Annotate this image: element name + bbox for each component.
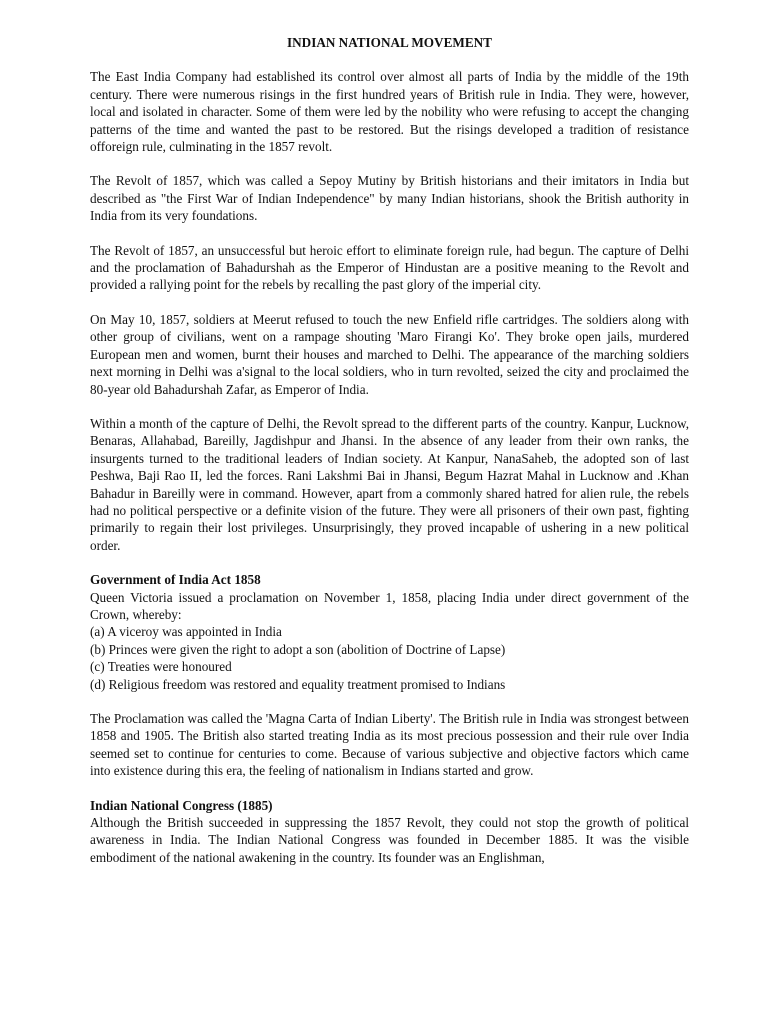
paragraph-east-india-company: The East India Company had established its control over almost all parts of India by the middle of the 19th century. There were numerous risings in the first hundred years of British rule in India. They were, however, local and isolated in character. Some of them were led by the nobility who were refusing to accept the changing patterns of the time and wanted the past to be restored. But the risings developed a tradition of resistance offoreign rule, culminating in the 1857 revolt. [90,69,689,155]
list-item: (c) Treaties were honoured [90,659,232,675]
paragraph-revolt-1857-intro: The Revolt of 1857, which was called a Sepoy Mutiny by British historians and their imitators in India but described as "the First War of Indian Independence" by many Indian historians, shook the British authority in India from its very foundations. [90,173,689,224]
section-intro-act-1858: Queen Victoria issued a proclamation on November 1, 1858, placing India under direct government of the Crown, whereby: [90,589,689,622]
paragraph-revolt-spread: Within a month of the capture of Delhi, the Revolt spread to the different parts of the country. Kanpur, Lucknow, Benaras, Allahabad, Bareilly, Jagdishpur and Jhansi. In the absence of any leader from their own ranks, the insurgents turned to the traditional leaders of Indian society. At Kanpur, NanaSaheb, the adopted son of last Peshwa, Baji Rao II, led the forces. Rani Lakshmi Bai in Jhansi, Begum Hazrat Mahal in Lucknow and .Khan Bahadur in Bareilly were in command. However, apart from a commonly shared hatred for alien rule, the rebels had no political perspective or a definite vision of the future. They were all prisoners of their own past, fighting primarily to regain their lost privileges. Unsurprisingly, they proved incapable of ushering in a new political order. [90,415,689,553]
list-item: (a) A viceroy was appointed in India [90,624,282,640]
provisions-list [90,623,689,693]
paragraph-meerut: On May 10, 1857, soldiers at Meerut refused to touch the new Enfield rifle cartridges. The soldiers along with other group of civilians, went on a rampage shouting 'Maro Firangi Ko'. They broke open jails, murdered European men and women, burnt their houses and marched to Delhi. The appearance of the marching soldiers next morning in Delhi was a'signal to the local soldiers, who in turn revolted, seized the city and proclaimed the 80-year old Bahadurshah Zafar, as Emperor of India. [90,311,689,397]
paragraph-revolt-delhi: The Revolt of 1857, an unsuccessful but heroic effort to eliminate foreign rule, had begun. The capture of Delhi and the proclamation of Bahadurshah as the Emperor of Hindustan are a positive meaning to the Revolt and provided a rallying point for the rebels by recalling the past glory of the imperial city. [90,242,689,293]
section-heading-act-1858: Government of India Act 1858 [90,572,261,588]
list-item: (d) Religious freedom was restored and equality treatment promised to Indians [90,676,506,692]
paragraph-magna-carta: The Proclamation was called the 'Magna Carta of Indian Liberty'. The British rule in India was strongest between 1858 and 1905. The British also started treating India as its most precious possession and their rule over India seemed set to continue for centuries to come. Because of various subjective and objective factors which came into existence during this era, the feeling of nationalism in Indians started and grow. [90,711,689,779]
section-heading-congress: Indian National Congress (1885) [90,797,273,813]
section-intro-congress: Although the British succeeded in suppressing the 1857 Revolt, they could not stop the growth of political awareness in India. The Indian National Congress was founded in December 1885. It was the visible embodiment of the national awakening in the country. Its founder was an Englishman, [90,815,689,865]
list-item: (b) Princes were given the right to adopt a son (abolition of Doctrine of Lapse) [90,641,506,657]
document-title: INDIAN NATIONAL MOVEMENT [287,35,492,50]
document-page [90,34,689,866]
